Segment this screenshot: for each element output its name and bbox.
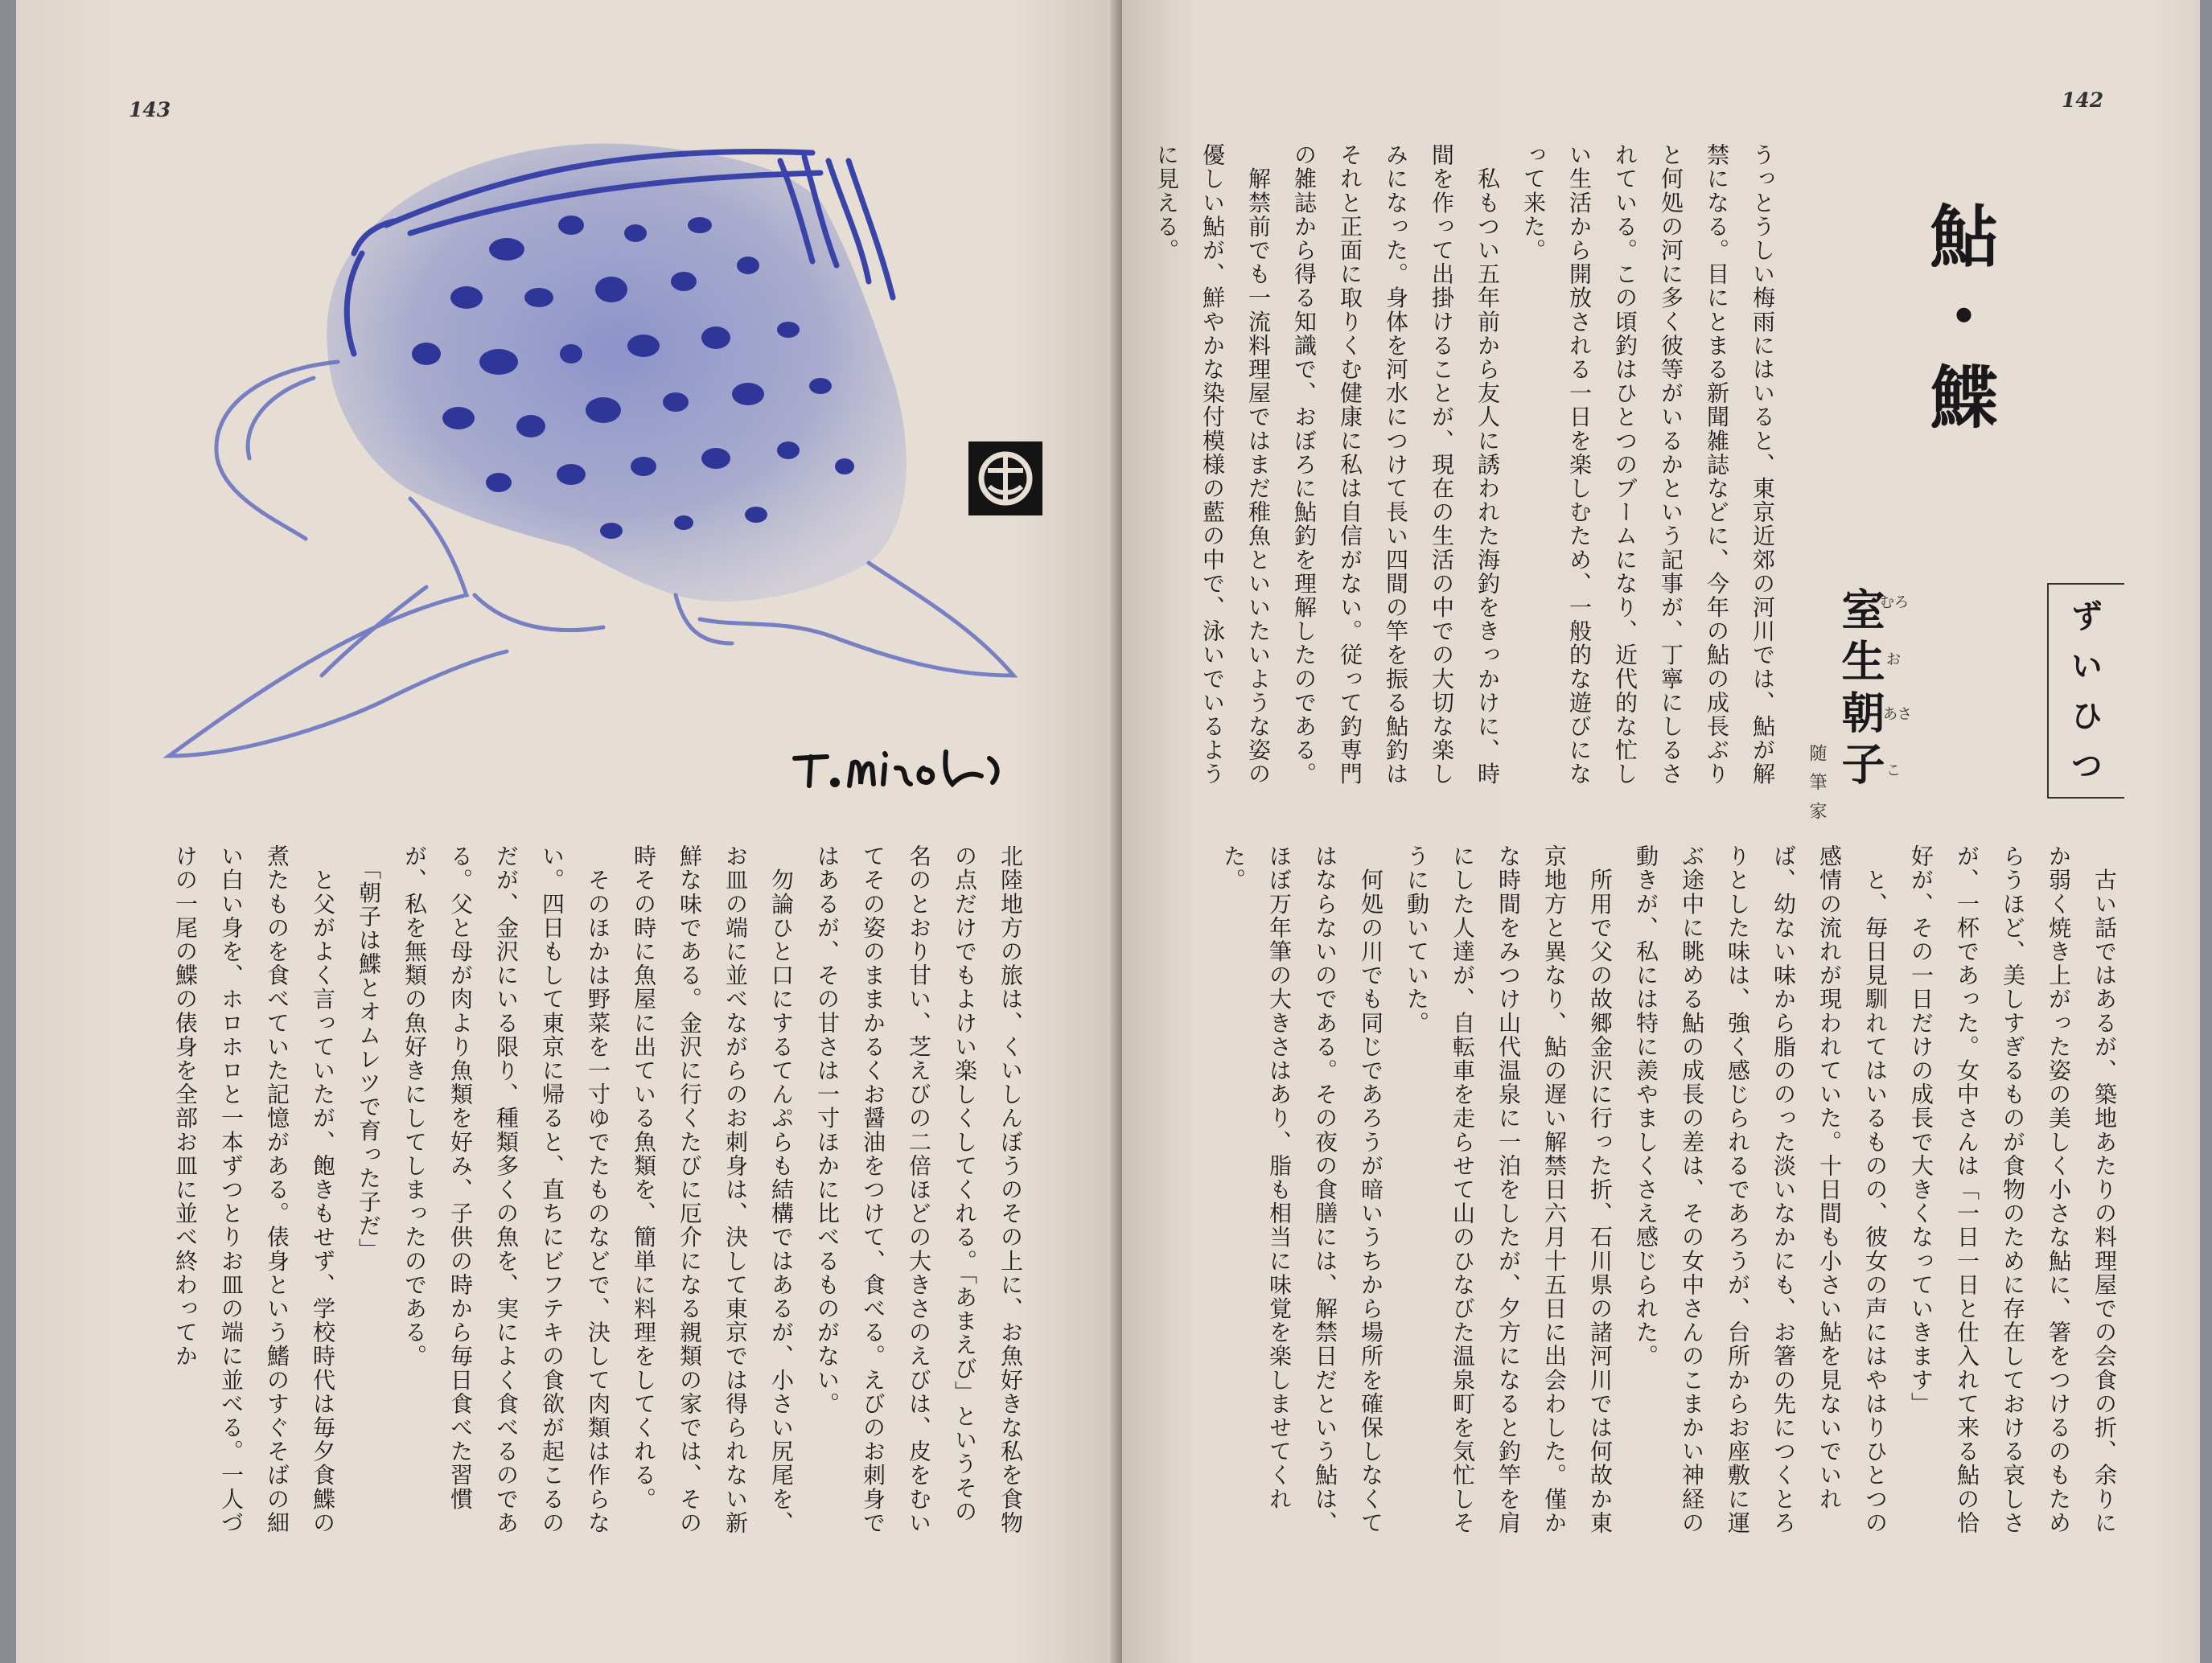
right-page-top-text: うっとうしい梅雨にはいると、東京近郊の河川では、鮎が解禁になる。目にとまる新聞雑誌などに、今年の鮎の成長ぶりと何処の河に多く彼等がいるかという記事が、丁寧にしるされている。この頃釣はひとつのブームになり、近代的な忙しい生活から開放される一日を楽しむため、一般的な遊びになって来た。 私もつい五年前から友人に誘われた海釣をきっかけに、時間を作って出掛けることが、現在の生活の中での大切な楽しみになった。身体を河水につけて長い四間の竿を振る鮎釣はそれと正面に取りくむ健康に私は自信がない。従って釣専門の雑誌から得る知識で、おぼろに鮎釣を理解したのである。 解禁前でも一流料理屋ではまだ稚魚といいたいような姿の優しい鮎が、鮮やかな染付模様の藍の中で、泳いでいるように見える。 [1153,143,1776,786]
author-ruby-1: むろ [1880,594,1909,611]
seal-stamp-icon [965,438,1046,519]
author-ruby-3: あさ [1883,706,1912,723]
author-role: 随筆家 [1807,744,1827,831]
page-number-143: 143 [129,98,171,121]
author-ruby-4: こ [1886,762,1901,779]
left-page [16,0,1122,1663]
right-page [1122,0,2200,1663]
left-page-body-text: 北陸地方の旅は、くいしんぼうのその上に、お魚好きな私を食物の点だけでもよけい楽しくしてくれる。「あまえび」というその名のとおり甘い、芝えびの二倍ほどの大きさのえびは、皮をむいてその姿のままかるくお醤油をつけて、食べる。えびのお刺身ではあるが、その甘さは一寸ほかに比べるものがない。 勿論ひと口にするてんぷらも結構ではあるが、小さい尻尾を、お皿の端に並べながらのお刺身は、決して東京では得られない新鮮な味である。金沢に行くたびに厄介になる親類の家では、その時その時に魚屋に出ている魚類を、簡単に料理をしてくれる。 そのほかは野菜を一寸ゆでたものなどで、決して肉類は作らない。四日もして東京に帰ると、直ちにビフテキの食欲が起こるのだが、金沢にいる限り、種類多くの魚を、実によく食べるのである。父と母が肉より魚類を好み、子供の時から毎日食べた習慣が、私を無類の魚好きにしてしまったのである。 「朝子は鰈とオムレツで育った子だ」 と父がよく言っていたが、飽きもせず、学校時代は毎夕食鰈の煮たものを食べていた記憶がある。俵身という鰭のすぐそばの細い白い身を、ホロホロと一本ずつとりお皿の端に並べる。一人づけの一尾の鰈の俵身を全部お皿に並べ終わってか [172,844,1024,1535]
author-name: 室生朝子 [1835,587,1886,793]
author-ruby-2: お [1886,651,1901,668]
section-label: ずいひつ [2066,599,2103,799]
article-title: 鮎・鰈 [1919,201,1999,442]
page-number-142: 142 [2062,88,2104,112]
artist-signature [788,736,1046,800]
flatfish-sketch-illustration [121,113,1038,772]
right-page-bottom-text: 古い話ではあるが、築地あたりの料理屋での会食の折、余りにか弱く焼き上がった姿の美しく小さな鮎に、箸をつけるのもためらうほど、美しすぎるものが食物のために存在しておける哀しさが、一杯であった。女中さんは「一日一日と仕入れて来る鮎の恰好が、その一日だけの成長で大きくなっていきます」 と、毎日見馴れてはいるものの、彼女の声にはやはりひとつの感情の流れが現われていた。十日間も小さい鮎を見ないでいれば、幼ない味から脂ののった淡いなかにも、お箸の先につくとろりとした味は、強く感じられるであろうが、台所からお座敷に運ぶ途中に眺める鮎の成長の差は、その女中さんのこまかい神経の動きが、私には特に羨やましくさえ感じられた。 所用で父の故郷金沢に行った折、石川県の諸河川では何故か東京地方と異なり、鮎の遅い解禁日六月十五日に出会わした。僅かな時間をみつけ山代温泉に一泊をしたが、夕方になると釣竿を肩にした人達が、自転車を走らせて山のひなびた温泉町を気忙しそうに動いていた。 何処の川でも同じであろうが暗いうちから場所を確保しなくてはならないのである。その夜の食膳には、解禁日だという鮎は、ほぼ万年筆の大きさはあり、脂も相当に味覚を楽しませてくれた。 [1220,844,2118,1535]
